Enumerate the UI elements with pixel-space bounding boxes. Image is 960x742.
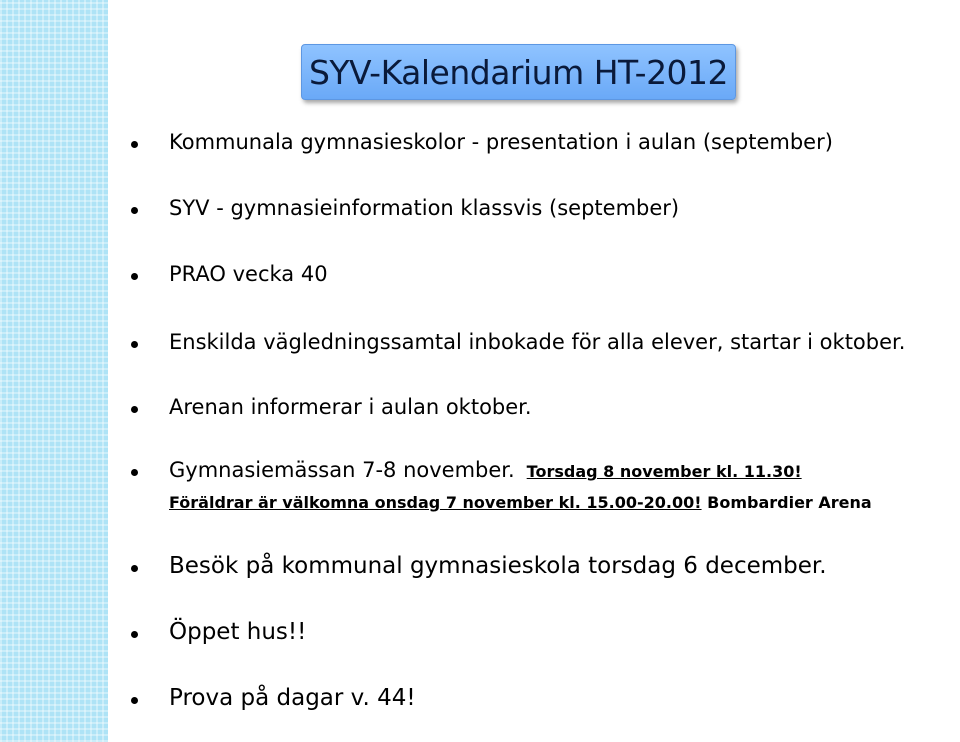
bullet-item-gymnasiemassan (169, 458, 802, 482)
bullet-item-enskilda: Enskilda vägledningssamtal inbokade för alla elever, startar i oktober. (169, 330, 906, 354)
bullet-item-kommunala: Kommunala gymnasieskolor - presentation i aulan (september) (169, 130, 833, 154)
bullet-dot (131, 406, 138, 413)
bullet-item-prova-pa: Prova på dagar v. 44! (169, 685, 416, 711)
bullet-item-prao: PRAO vecka 40 (169, 262, 328, 286)
bullet-dot (131, 141, 138, 148)
bullet-item-arenan: Arenan informerar i aulan oktober. (169, 395, 532, 419)
bullet-dot (131, 565, 138, 572)
bullet-dot (131, 631, 138, 638)
bombardier-arena: Bombardier Arena (701, 493, 872, 512)
gymnasiemassan-second-line (169, 493, 872, 512)
bullet-dot (131, 469, 138, 476)
bullet-dot (131, 341, 138, 348)
title-box (301, 44, 736, 100)
bullet-dot (131, 273, 138, 280)
bullet-dot (131, 207, 138, 214)
slide-title: SYV-Kalendarium HT-2012 (308, 52, 729, 92)
bullet-item-besok: Besök på kommunal gymnasieskola torsdag 6 december. (169, 553, 827, 579)
bullet-dot (131, 697, 138, 704)
foraldrar-note: Föräldrar är välkomna onsdag 7 november kl. 15.00-20.00! (169, 493, 702, 512)
gymnasiemassan-text: Gymnasiemässan 7-8 november. (169, 458, 515, 482)
decorative-side-strip (0, 0, 108, 742)
gymnasiemassan-note: Torsdag 8 november kl. 11.30! (526, 462, 802, 481)
bullet-item-syv: SYV - gymnasieinformation klassvis (september) (169, 196, 680, 220)
bullet-item-oppet-hus: Öppet hus!! (169, 619, 307, 645)
